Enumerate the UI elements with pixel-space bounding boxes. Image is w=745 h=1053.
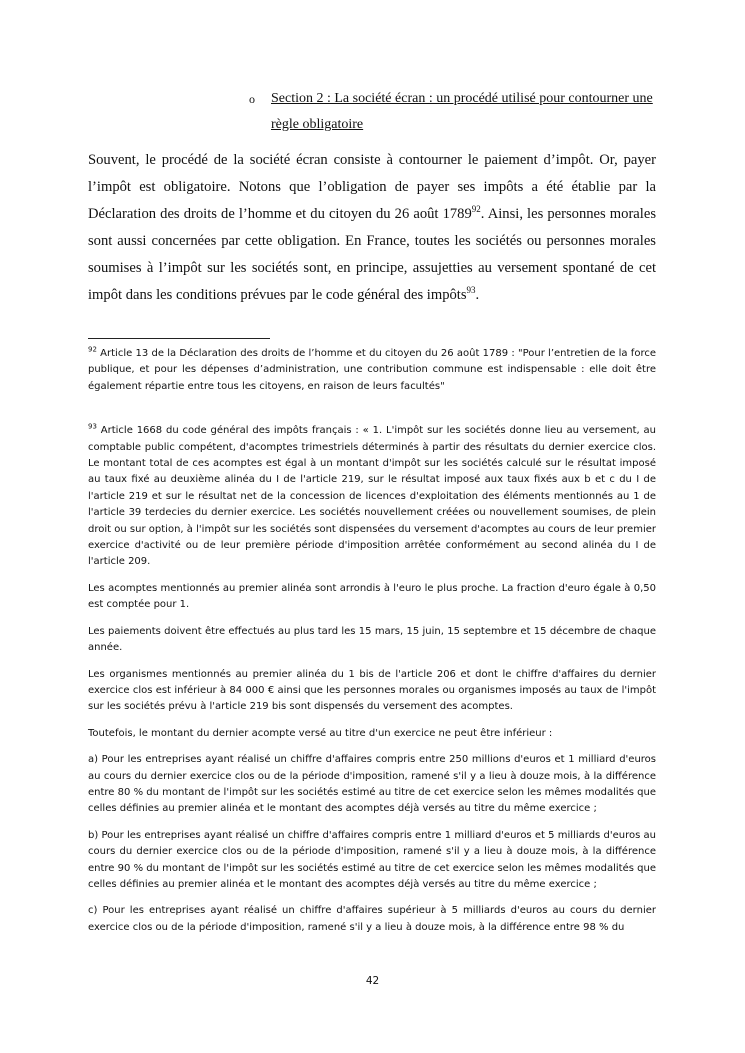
footnotes-area [88, 346, 656, 936]
bullet-marker: o [249, 92, 255, 106]
body-text-part-3: . [475, 287, 480, 303]
footnote-93-paragraph: Les organismes mentionnés au premier alinéa du 1 bis de l'article 206 et dont le chiffre d'affaires du dernier exercice clos est inférieur à 84 000 € ainsi que les personnes morales ou organismes imposés au taux de l'impôt sur les sociétés prévu à l'article 219 bis sont dispensés du versement des acomptes. [88, 668, 656, 713]
footnote-92-text: Article 13 de la Déclaration des droits de l’homme et du citoyen du 26 août 1789 : "Pour l’entretien de la force publique, et pour les dépenses d’administration, une contribution commune est indispensable : elle doit être également répartie entre tous les citoyens, en raison de leurs facultés" [88, 348, 656, 392]
footnote-93-paragraph: Les acomptes mentionnés au premier alinéa sont arrondis à l'euro le plus proche. La fraction d'euro égale à 0,50 est comptée pour 1. [88, 582, 656, 611]
footnote-number-92: 92 [88, 345, 97, 354]
page-number: 42 [365, 975, 380, 987]
footnote-93-paragraph: a) Pour les entreprises ayant réalisé un chiffre d'affaires compris entre 250 millions d'euros et 1 milliard d'euros au cours du dernier exercice clos ou de la période d'imposition, ramené s'il y a lieu à douze mois, à la différence entre 80 % du montant de l'impôt sur les sociétés estimé au titre de cet exercice selon les mêmes modalités que celles définies au premier alinéa et le montant des acomptes déjà versés au titre du même exercice ; [88, 754, 656, 815]
footnote-ref-93[interactable]: 93 [466, 285, 476, 296]
footnote-ref-92[interactable]: 92 [471, 204, 481, 215]
footnote-93-paragraph [88, 423, 656, 571]
body-text-part-1: Souvent, le procédé de la société écran consiste à contourner le paiement d’impôt. Or, payer l’impôt est obligatoire. Notons que l’obligation de payer ses impôts a été établie par la Déclaration des droits de l’homme et du citoyen du 26 août 1789 [88, 152, 656, 222]
footnote-93-paragraph: c) Pour les entreprises ayant réalisé un chiffre d'affaires supérieur à 5 milliards d'euros au cours du dernier exercice clos ou de la période d'imposition, ramené s'il y a lieu à douze mois, à la différence entre 98 % du [88, 905, 656, 933]
section-title: Section 2 : La société écran : un procédé utilisé pour contourner une règle obligatoire [271, 91, 653, 132]
footnote-separator [88, 338, 270, 339]
footnote-93 [88, 423, 656, 936]
footnote-number-93: 93 [88, 422, 97, 431]
body-text-part-2: . Ainsi, les personnes morales sont aussi concernées par cette obligation. En France, toutes les sociétés ou personnes morales soumises à l’impôt sur les sociétés sont, en principe, assujetties au versement spontané de cet impôt dans les conditions prévues par le code général des impôts [88, 206, 656, 303]
footnote-93-paragraph: Toutefois, le montant du dernier acompte versé au titre d'un exercice ne peut être inférieur : [88, 727, 553, 739]
section-heading [249, 86, 659, 138]
body-paragraph [88, 147, 656, 309]
footnote-93-paragraph: b) Pour les entreprises ayant réalisé un chiffre d'affaires compris entre 1 milliard d'euros et 5 milliards d'euros au cours du dernier exercice clos ou de la période d'imposition, ramené s'il y a lieu à douze mois, à la différence entre 90 % du montant de l'impôt sur les sociétés estimé au titre de cet exercice selon les mêmes modalités que celles définies au premier alinéa et le montant des acomptes déjà versés au titre du même exercice ; [88, 829, 656, 890]
footnote-93-text-1: Article 1668 du code général des impôts français : « 1. L'impôt sur les sociétés donne lieu au versement, au comptable public compétent, d'acomptes trimestriels déterminés à partir des résultats du dernier exercice clos. Le montant total de ces acomptes est égal à un montant d'impôt sur les sociétés calculé sur le résultat imposé au taux fixé au deuxième alinéa du I de l'article 219, sur le résultat imposé aux taux fixés aux b et c du I de l'article 219 et sur le résultat net de la concession de licences d'exploitation des éléments mentionnés au 1 de l'article 39 terdecies du dernier exercice. Les sociétés nouvellement créées ou nouvellement soumises, de plein droit ou sur option, à l'impôt sur les sociétés sont dispensées du versement d'acomptes au cours de leur premier exercice d'activité ou de leur première période d'imposition arrêtée conformément au second alinéa du I de l'article 209. [88, 425, 656, 568]
footnote-93-paragraph: Les paiements doivent être effectués au plus tard les 15 mars, 15 juin, 15 septembre et 15 décembre de chaque année. [88, 625, 656, 654]
footnote-92 [88, 346, 656, 395]
